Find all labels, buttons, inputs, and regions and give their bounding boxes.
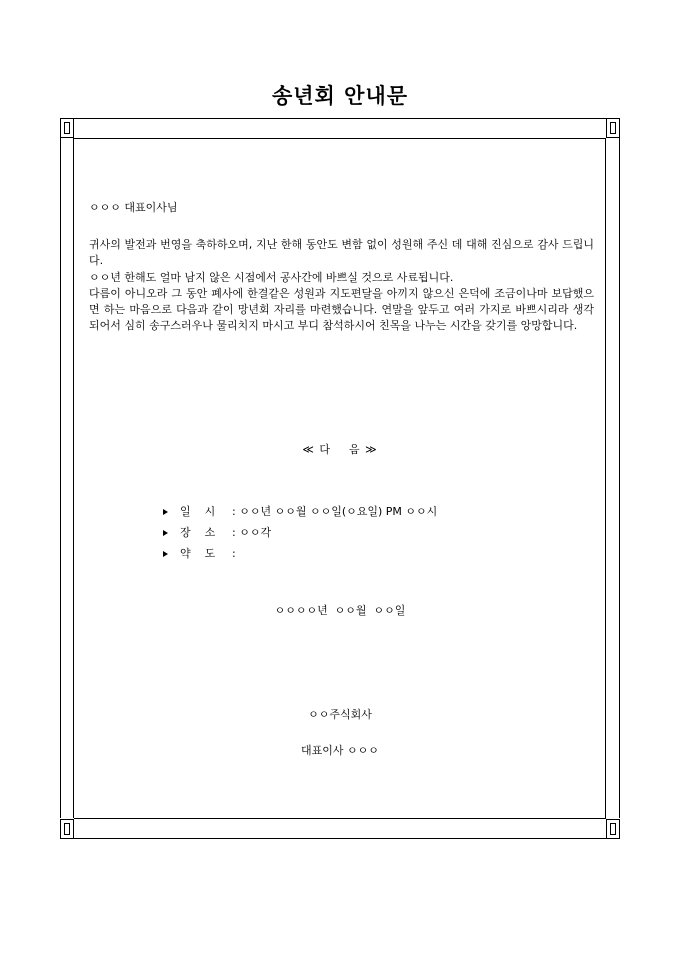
frame-bottom-outer [74,838,606,839]
document-date: ㅇㅇㅇㅇ년 ㅇㅇ월 ㅇㅇ일 [274,604,406,617]
triangle-bullet-icon [163,530,168,536]
frame-corner-top-right [606,118,620,138]
frame-corner-top-left [60,118,74,138]
detail-label: 약 도 [180,547,216,560]
details-list [163,501,437,564]
paragraph: ㅇㅇ년 한해도 얼마 남지 않은 시점에서 공사간에 바쁘실 것으로 사료됩니다. [89,270,454,284]
detail-value: : ㅇㅇ년 ㅇㅇ월 ㅇㅇ일(ㅇ요일) PM ㅇㅇ시 [232,505,438,518]
detail-value: : [232,547,236,560]
paragraph: 다름이 아니오라 그 동안 폐사에 한결같은 성원과 지도편달을 아끼지 않으신 은덕에 조금이나마 보답했으면 하는 마음으로 다음과 같이 망년회 자리를 마련했습니다. 연말을 앞두고 여러 가지로 바쁘시리라 생각되어서 심히 송구스러우나 물리치지 마시고 부디 참석하시어 친목을 나누는 시간을 갖기를 앙망합니다. [89,286,594,333]
detail-value: : ㅇㅇ각 [232,526,272,539]
frame-corner-bottom-right [606,819,620,839]
detail-row-datetime [163,501,437,522]
detail-row-place [163,522,437,543]
frame-top-inner [74,138,606,139]
paragraph: 귀사의 발전과 번영을 축하하오며, 지난 한해 동안도 변함 없이 성원해 주신 데 대해 진심으로 감사 드립니다. [89,238,594,268]
recipient: ㅇㅇㅇ 대표이사님 [89,201,178,214]
section-heading: ≪ 다 음 ≫ [302,443,378,456]
document-title: 송년회 안내문 [271,83,409,108]
detail-label: 일 시 [180,505,216,518]
body-text [89,237,594,335]
company-name: ㅇㅇ주식회사 [308,708,372,721]
frame-corner-bottom-left [60,819,74,839]
detail-row-map [163,543,437,564]
signer: 대표이사 ㅇㅇㅇ [301,744,379,757]
detail-label: 장 소 [180,526,216,539]
frame-top-outer [74,118,606,119]
triangle-bullet-icon [163,509,168,515]
triangle-bullet-icon [163,551,168,557]
frame-bottom-inner [74,818,606,819]
